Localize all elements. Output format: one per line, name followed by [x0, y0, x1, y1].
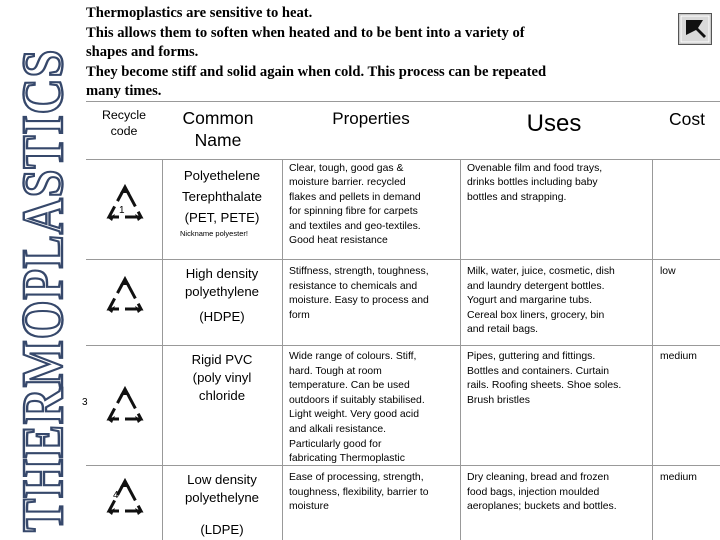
cost-cell: medium — [660, 472, 697, 483]
recycle-code-number: 4 — [113, 490, 119, 501]
plastics-table — [82, 101, 720, 540]
nickname-note: Nickname polyester! — [180, 229, 248, 238]
cost-cell: medium — [660, 351, 697, 362]
divider — [86, 345, 720, 346]
divider — [460, 159, 461, 540]
properties-cell: Stiffness, strength, toughness, resistance to chemicals and moisture. Easy to process and form — [289, 266, 429, 321]
common-name: Rigid PVC (poly vinyl chloride — [191, 352, 253, 403]
intro-line: shapes and forms. — [86, 44, 199, 61]
cost-cell: low — [660, 266, 676, 277]
recycle-code-number: 3 — [82, 397, 88, 408]
intro-line: Thermoplastics are sensitive to heat. — [86, 5, 313, 21]
common-name: Low density polyethelyne (LDPE) — [184, 472, 260, 537]
intro-line: many times. — [86, 83, 162, 100]
side-banner — [0, 0, 76, 540]
divider — [86, 101, 720, 102]
recycle-symbol-icon — [105, 477, 145, 517]
properties-cell: Clear, tough, good gas & moisture barrier. recycled flakes and pellets in demand for spinning fibre for carpets and textiles and geo-textiles. Good heat resistance — [289, 163, 421, 247]
divider — [86, 159, 720, 160]
header-common-name: Common Name — [182, 108, 254, 150]
back-arrow-button[interactable] — [678, 13, 712, 45]
divider — [86, 259, 720, 260]
intro-line: This allows them to soften when heated and to be bent into a variety of — [86, 24, 525, 41]
uses-cell: Ovenable film and food trays, drinks bottles including baby bottles and strapping. — [467, 163, 603, 203]
uses-cell: Dry cleaning, bread and frozen food bags, injection moulded aeroplanes; buckets and bottles. — [467, 472, 617, 513]
recycle-symbol-icon — [105, 385, 145, 425]
uses-cell: Pipes, guttering and fittings. Bottles and containers. Curtain rails. Roofing sheets. Shoe soles. Brush bristles — [467, 351, 622, 406]
header-properties: Properties — [332, 109, 410, 128]
recycle-symbol-icon — [105, 275, 145, 315]
recycle-symbol-icon — [105, 183, 145, 223]
intro-line: They become stiff and solid again when cold. This process can be repeated — [86, 63, 547, 80]
properties-cell: Ease of processing, strength, toughness, flexibility, barrier to moisture — [289, 472, 429, 513]
intro-text — [86, 4, 706, 102]
uses-cell: Milk, water, juice, cosmetic, dish and laundry detergent bottles. Yogurt and margarine tubs. Cereal box liners, grocery, bin and retail bags. — [467, 266, 615, 336]
properties-cell: Wide range of colours. Stiff, hard. Tough at room temperature. Can be used outdoors if suitably stabilised. Light weight. Very good acid and alkali resistance. Particularly good for fabricating Thermoplastic — [289, 351, 425, 465]
side-banner-text: THERMOPLASTICS — [10, 48, 75, 532]
common-name: Polyethelene Terephthalate (PET, PETE) — [182, 168, 262, 225]
header-cost: Cost — [669, 109, 705, 129]
header-uses: Uses — [526, 110, 582, 137]
divider — [282, 159, 283, 540]
divider — [652, 159, 653, 540]
recycle-code-number: 1 — [119, 205, 125, 216]
header-recycle-code: Recycle code — [101, 108, 147, 138]
common-name: High density polyethylene (HDPE) — [184, 266, 260, 324]
